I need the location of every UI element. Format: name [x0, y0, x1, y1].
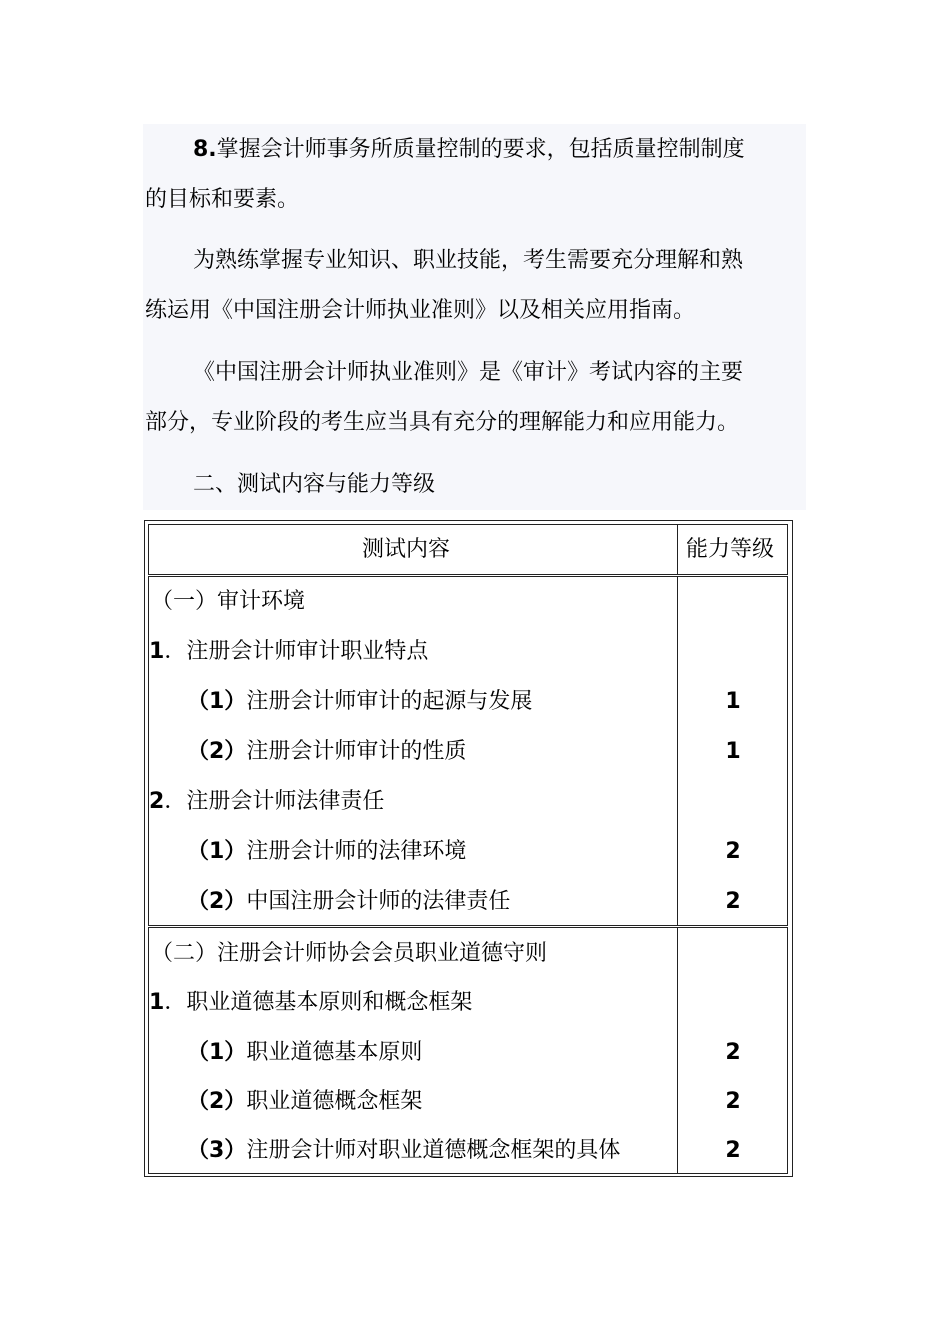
paragraph-text: 练运用《中国注册会计师执业准则》以及相关应用指南。: [145, 298, 696, 323]
header-content: 测试内容: [362, 537, 451, 562]
paragraph-skills: [145, 236, 800, 336]
table-row: 2．注册会计师法律责任: [149, 789, 385, 814]
level-value: 2: [725, 889, 741, 914]
paragraph-text: 掌握会计师事务所质量控制的要求，包括质量控制制度: [216, 137, 745, 162]
level-value: 1: [725, 689, 741, 714]
table-row: 1．职业道德基本原则和概念框架: [149, 990, 473, 1015]
item-number: 8.: [193, 137, 217, 162]
level-value: 2: [725, 1089, 741, 1114]
level-value: 2: [725, 1138, 741, 1163]
paragraph-quality-control: [145, 125, 800, 225]
table-row: （1）职业道德基本原则: [187, 1040, 423, 1065]
table-row: （2）注册会计师审计的性质: [187, 739, 467, 764]
section-heading: [145, 460, 800, 510]
table-row: （1）注册会计师的法律环境: [187, 839, 467, 864]
paragraph-text: 《中国注册会计师执业准则》是《审计》考试内容的主要: [193, 360, 744, 385]
table-row: （1）注册会计师审计的起源与发展: [187, 689, 533, 714]
paragraph-text: 部分，专业阶段的考生应当具有充分的理解能力和应用能力。: [145, 410, 740, 435]
section-title: （一）审计环境: [151, 589, 306, 614]
table-row: （2）中国注册会计师的法律责任: [187, 889, 511, 914]
table-row: 1．注册会计师审计职业特点: [149, 639, 429, 664]
table-row: （3）注册会计师对职业道德概念框架的具体: [187, 1138, 621, 1163]
paragraph-standards: [145, 348, 800, 448]
content-level-table: [144, 520, 793, 1177]
section-title: （二）注册会计师协会会员职业道德守则: [151, 941, 548, 966]
level-value: 1: [725, 739, 741, 764]
level-value: 2: [725, 839, 741, 864]
paragraph-text: 为熟练掌握专业知识、职业技能，考生需要充分理解和熟: [193, 248, 744, 273]
header-level: 能力等级: [686, 537, 775, 562]
table-row: （2）职业道德概念框架: [187, 1089, 423, 1114]
heading-text: 二、测试内容与能力等级: [193, 472, 436, 497]
level-value: 2: [725, 1040, 741, 1065]
paragraph-text: 的目标和要素。: [145, 187, 300, 212]
